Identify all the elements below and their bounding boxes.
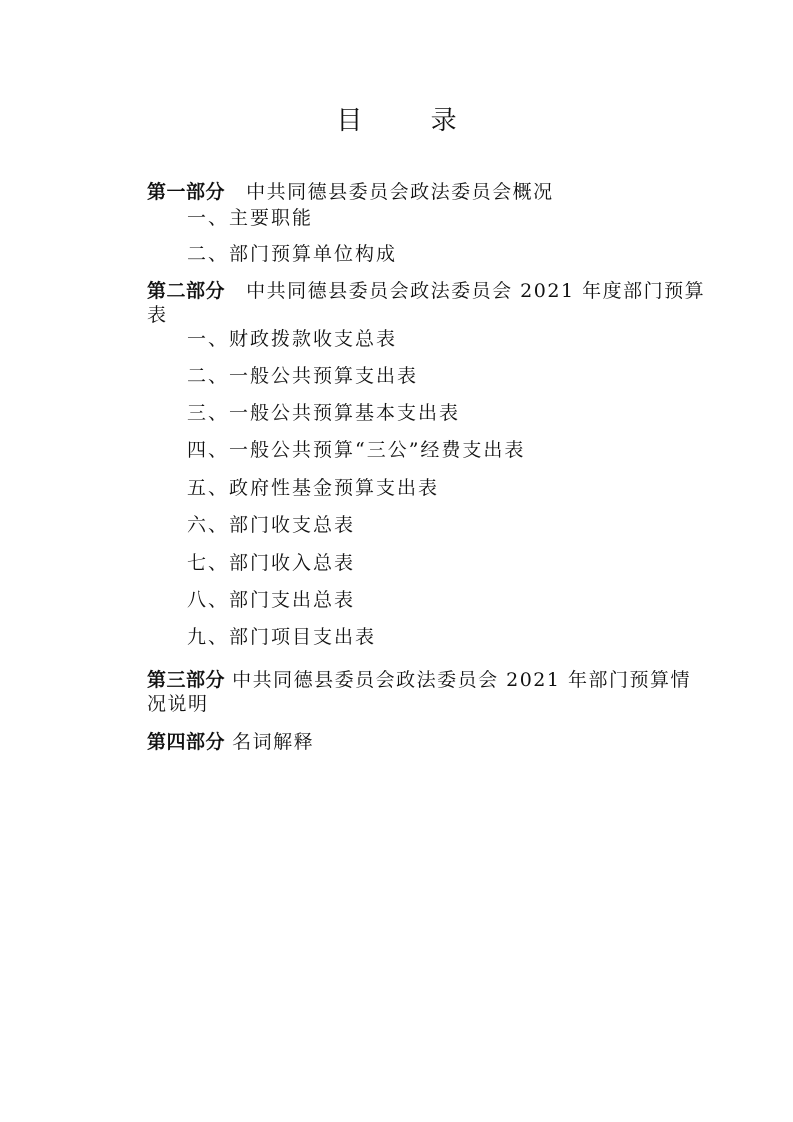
toc-item[interactable]: 九、部门项目支出表 xyxy=(187,626,377,648)
toc-item[interactable]: 六、部门收支总表 xyxy=(187,514,356,536)
toc-item[interactable]: 八、部门支出总表 xyxy=(187,589,356,611)
toc-item[interactable]: 二、一般公共预算支出表 xyxy=(187,365,419,387)
toc-part-label: 第三部分 xyxy=(147,669,226,691)
toc-item[interactable]: 一、主要职能 xyxy=(187,207,314,229)
toc-part-label: 第二部分 xyxy=(147,280,226,302)
toc-part-3[interactable] xyxy=(147,668,707,716)
toc-part-text: 中共同德县委员会政法委员会 2021 年度部门预算表 xyxy=(147,280,706,326)
toc-part-text: 中共同德县委员会政法委员会 2021 年部门预算情况说明 xyxy=(147,669,691,715)
toc-item[interactable]: 七、部门收入总表 xyxy=(187,552,356,574)
toc-part-4[interactable] xyxy=(147,730,707,754)
toc-item[interactable]: 二、部门预算单位构成 xyxy=(187,243,398,265)
toc-item[interactable]: 一、财政拨款收支总表 xyxy=(187,328,398,350)
toc-part-label: 第四部分 xyxy=(147,731,226,753)
toc-part-1[interactable] xyxy=(147,180,707,204)
toc-part-text: 中共同德县委员会政法委员会概况 xyxy=(246,181,554,203)
toc-item[interactable]: 三、一般公共预算基本支出表 xyxy=(187,402,461,424)
page-title: 目 录 xyxy=(336,106,487,136)
toc-part-2[interactable] xyxy=(147,279,707,327)
toc-item[interactable]: 五、政府性基金预算支出表 xyxy=(187,477,440,499)
toc-item[interactable]: 四、一般公共预算“三公”经费支出表 xyxy=(187,439,526,461)
toc-part-text: 名词解释 xyxy=(232,731,315,753)
toc-part-label: 第一部分 xyxy=(147,181,226,203)
